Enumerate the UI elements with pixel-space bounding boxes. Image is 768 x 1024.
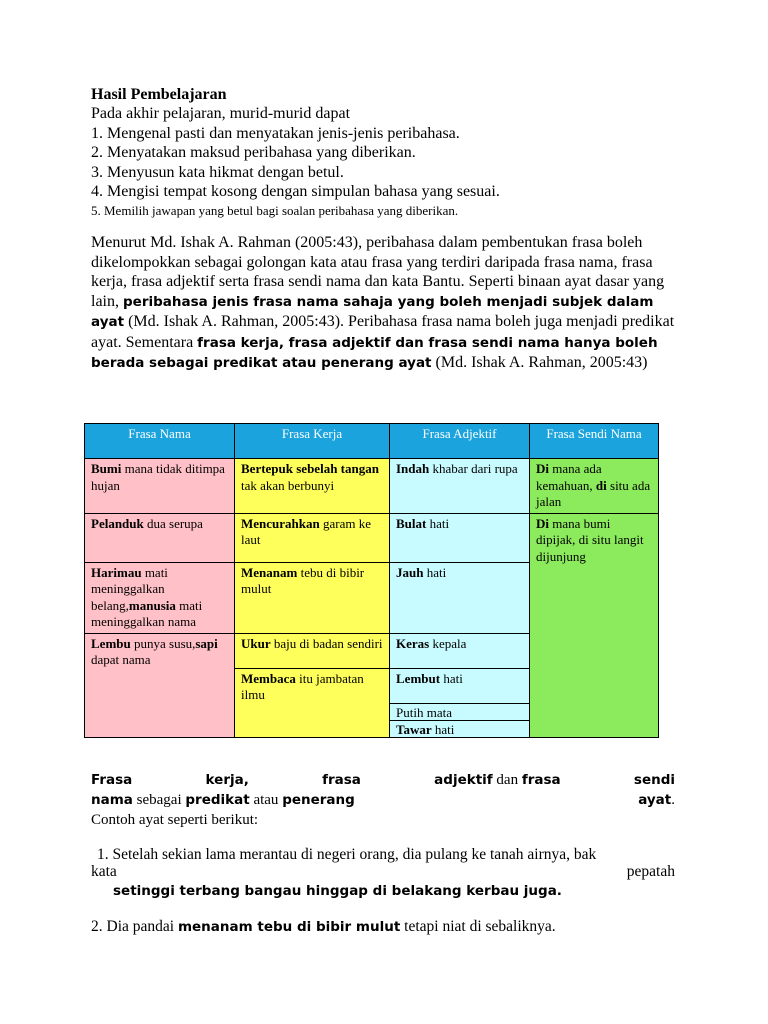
kerja-cell-3: Menanam tebu di bibir mulut [235, 562, 390, 633]
objective-4: 4. Mengisi tempat kosong dengan simpulan bahasa yang sesuai. [91, 183, 500, 200]
objective-3: 3. Menyusun kata hikmat dengan betul. [91, 163, 344, 181]
para-text-1: Menurut Md. Ishak A. Rahman (2005:43), peribahasa dalam pembentukan frasa boleh dikelompokkan sebagai golongan kata atau frasa yang terdiri daripada frasa nama, frasa kerja, frasa adjektif serta frasa sendi nama dan kata Bantu. Seperti binaan ayat dasar yang lain, [91, 234, 665, 310]
adjektif-cell-7: Tawar hati [390, 720, 530, 737]
objectives [91, 104, 500, 220]
adjektif-cell-5: Lembut hati [390, 668, 530, 703]
header-frasa-adjektif: Frasa Adjektif [390, 424, 530, 459]
para-text-3: (Md. Ishak A. Rahman, 2005:43) [431, 354, 648, 371]
sendi-cell-1: Di mana ada kemahuan, di situ ada jalan [530, 459, 659, 514]
para-bold-1: peribahasa jenis frasa nama sahaja yang boleh menjadi subjek dalam ayat [91, 293, 654, 330]
table-row [85, 513, 659, 562]
sendi-cell-2: Di mana bumi dipijak, di situ langit dijunjung [530, 513, 659, 737]
statement-line-2: nama sebagai predikat atau penerang ayat. [91, 792, 675, 808]
header-frasa-kerja: Frasa Kerja [235, 424, 390, 459]
example-2: 2. Dia pandai menanam tebu di bibir mulut tetapi niat di sebaliknya. [91, 918, 556, 935]
header-frasa-nama: Frasa Nama [85, 424, 235, 459]
adjektif-cell-6: Putih mata [390, 703, 530, 720]
example-1 [91, 846, 675, 900]
objective-1: 1. Mengenal pasti dan menyatakan jenis-jenis peribahasa. [91, 124, 460, 142]
objective-5: 5. Memilih jawapan yang betul bagi soalan peribahasa yang diberikan. [91, 202, 459, 218]
kerja-cell-5: Membaca itu jambatan ilmu [235, 668, 390, 737]
kerja-cell-2: Mencurahkan garam ke laut [235, 513, 390, 562]
adjektif-cell-3: Jauh hati [390, 562, 530, 633]
example-1-line-3: setinggi terbang bangau hinggap di belakang kerbau juga. [113, 883, 562, 899]
intro-line: Pada akhir pelajaran, murid-murid dapat [91, 105, 351, 122]
frasa-table [84, 423, 659, 738]
objective-2: 2. Menyatakan maksud peribahasa yang diberikan. [91, 144, 416, 161]
para-bold-2: frasa kerja, frasa adjektif dan frasa sendi nama hanya boleh berada sebagai predikat atau penerang ayat [91, 334, 658, 371]
header-frasa-sendi-nama: Frasa Sendi Nama [530, 424, 659, 459]
nama-cell-2: Pelanduk dua serupa [85, 513, 235, 562]
kerja-cell-1: Bertepuk sebelah tangan tak akan berbunyi [235, 459, 390, 514]
nama-cell-3: Harimau mati meninggalkan belang,manusia mati meninggalkan nama [85, 562, 235, 633]
adjektif-cell-1: Indah khabar dari rupa [390, 459, 530, 514]
adjektif-cell-2: Bulat hati [390, 513, 530, 562]
nama-cell-4: Lembu punya susu,sapi dapat nama [85, 633, 235, 737]
body-paragraph [91, 233, 681, 374]
statement-line-1: Frasa kerja, frasa adjektif dan frasa sendi [91, 772, 675, 788]
predikat-statement [91, 770, 675, 830]
table-header-row [85, 424, 659, 459]
kerja-cell-4: Ukur baju di badan sendiri [235, 633, 390, 668]
nama-cell-1: Bumi mana tidak ditimpa hujan [85, 459, 235, 514]
example-1-line-2: kata pepatah [91, 863, 675, 880]
adjektif-cell-4: Keras kepala [390, 633, 530, 668]
para-text-2: (Md. Ishak A. Rahman, 2005:43). Peribahasa frasa nama boleh juga menjadi predikat ayat. Sementara [91, 313, 675, 351]
statement-line-3: Contoh ayat seperti berikut: [91, 812, 259, 828]
table-row [85, 459, 659, 514]
heading: Hasil Pembelajaran [91, 86, 227, 103]
example-1-line-1: 1. Setelah sekian lama merantau di negeri orang, dia pulang ke tanah airnya, bak [97, 846, 597, 863]
